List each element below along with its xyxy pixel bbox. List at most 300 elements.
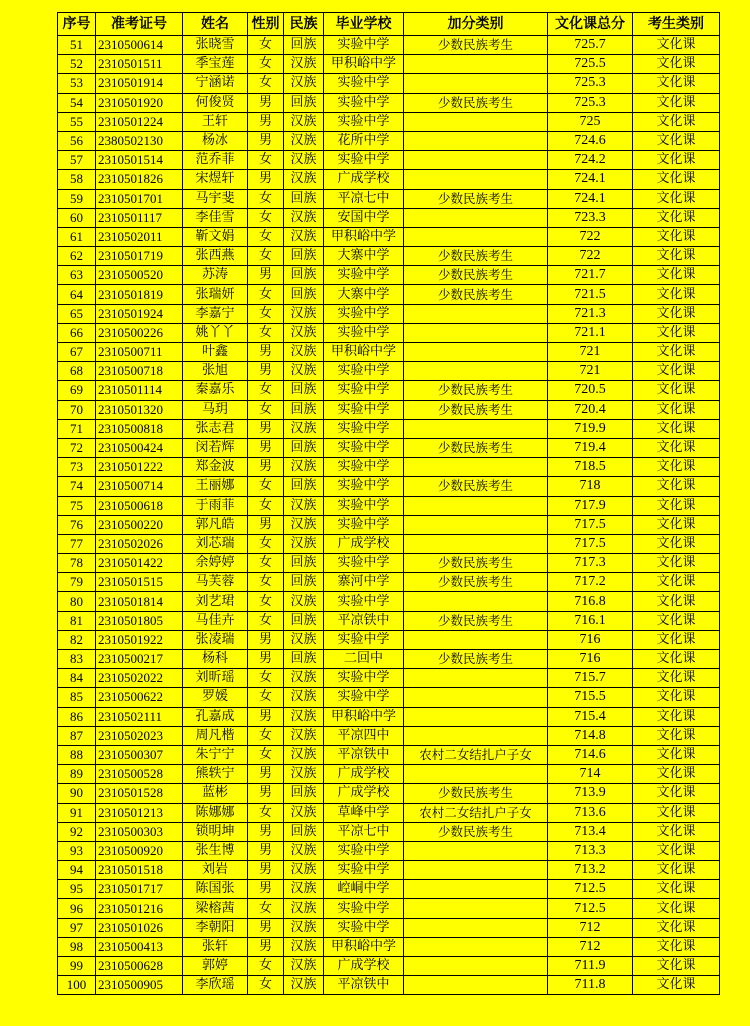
cell-category: 文化课 — [633, 745, 720, 764]
cell-exam-id: 2310502023 — [96, 726, 183, 745]
cell-score: 719.9 — [548, 419, 633, 438]
cell-school: 实验中学 — [324, 362, 404, 381]
cell-score: 719.4 — [548, 438, 633, 457]
cell-score: 725.5 — [548, 55, 633, 74]
cell-ethnicity: 汉族 — [284, 458, 324, 477]
cell-bonus: 农村二女结扎户子女 — [404, 745, 548, 764]
cell-school: 平凉七中 — [324, 822, 404, 841]
table-row — [58, 611, 720, 630]
cell-bonus: 少数民族考生 — [404, 573, 548, 592]
cell-gender: 男 — [248, 112, 284, 131]
cell-ethnicity: 汉族 — [284, 55, 324, 74]
table-row — [58, 880, 720, 899]
cell-exam-id: 2310502111 — [96, 707, 183, 726]
cell-score: 714.6 — [548, 745, 633, 764]
cell-exam-id: 2310501511 — [96, 55, 183, 74]
cell-name: 苏涛 — [183, 266, 248, 285]
table-row — [58, 822, 720, 841]
cell-school: 平凉七中 — [324, 189, 404, 208]
cell-bonus: 少数民族考生 — [404, 400, 548, 419]
cell-category: 文化课 — [633, 611, 720, 630]
cell-category: 文化课 — [633, 669, 720, 688]
cell-school: 实验中学 — [324, 841, 404, 860]
cell-ethnicity: 汉族 — [284, 880, 324, 899]
cell-exam-id: 2310501701 — [96, 189, 183, 208]
cell-exam-id: 2310500528 — [96, 765, 183, 784]
cell-bonus: 少数民族考生 — [404, 784, 548, 803]
cell-gender: 男 — [248, 438, 284, 457]
cell-bonus: 农村二女结扎户子女 — [404, 803, 548, 822]
cell-ethnicity: 汉族 — [284, 74, 324, 93]
cell-exam-id: 2310501914 — [96, 74, 183, 93]
cell-bonus — [404, 458, 548, 477]
table-row — [58, 496, 720, 515]
cell-name: 靳文娟 — [183, 227, 248, 246]
cell-score: 725.3 — [548, 93, 633, 112]
cell-score: 721 — [548, 362, 633, 381]
cell-seq: 59 — [58, 189, 96, 208]
table-row — [58, 131, 720, 150]
cell-seq: 67 — [58, 343, 96, 362]
cell-bonus: 少数民族考生 — [404, 93, 548, 112]
cell-bonus — [404, 592, 548, 611]
cell-school: 大寨中学 — [324, 247, 404, 266]
cell-ethnicity: 回族 — [284, 611, 324, 630]
cell-ethnicity: 回族 — [284, 36, 324, 55]
cell-school: 甲积峪中学 — [324, 227, 404, 246]
cell-bonus: 少数民族考生 — [404, 438, 548, 457]
cell-seq: 87 — [58, 726, 96, 745]
table-row — [58, 400, 720, 419]
cell-ethnicity: 汉族 — [284, 496, 324, 515]
cell-seq: 60 — [58, 208, 96, 227]
cell-bonus — [404, 534, 548, 553]
cell-school: 实验中学 — [324, 554, 404, 573]
cell-school: 平凉铁中 — [324, 745, 404, 764]
table-row — [58, 247, 720, 266]
cell-bonus: 少数民族考生 — [404, 381, 548, 400]
cell-seq: 52 — [58, 55, 96, 74]
cell-score: 724.1 — [548, 189, 633, 208]
cell-ethnicity: 汉族 — [284, 861, 324, 880]
cell-category: 文化课 — [633, 227, 720, 246]
cell-seq: 97 — [58, 918, 96, 937]
cell-gender: 男 — [248, 707, 284, 726]
score-table-container — [57, 12, 719, 995]
cell-gender: 女 — [248, 611, 284, 630]
cell-category: 文化课 — [633, 285, 720, 304]
cell-gender: 男 — [248, 362, 284, 381]
cell-school: 实验中学 — [324, 381, 404, 400]
cell-exam-id: 2310501422 — [96, 554, 183, 573]
cell-category: 文化课 — [633, 112, 720, 131]
cell-gender: 女 — [248, 803, 284, 822]
cell-name: 宋煜轩 — [183, 170, 248, 189]
cell-exam-id: 2310500303 — [96, 822, 183, 841]
cell-ethnicity: 汉族 — [284, 534, 324, 553]
cell-school: 广成学校 — [324, 784, 404, 803]
cell-seq: 77 — [58, 534, 96, 553]
cell-seq: 99 — [58, 957, 96, 976]
cell-ethnicity: 回族 — [284, 573, 324, 592]
cell-seq: 81 — [58, 611, 96, 630]
cell-bonus — [404, 918, 548, 937]
cell-bonus: 少数民族考生 — [404, 650, 548, 669]
cell-ethnicity: 汉族 — [284, 899, 324, 918]
cell-exam-id: 2310501826 — [96, 170, 183, 189]
cell-score: 713.3 — [548, 841, 633, 860]
cell-bonus — [404, 304, 548, 323]
cell-gender: 男 — [248, 765, 284, 784]
cell-score: 712.5 — [548, 880, 633, 899]
cell-score: 714 — [548, 765, 633, 784]
header-seq: 序号 — [58, 13, 96, 36]
cell-score: 716.8 — [548, 592, 633, 611]
cell-seq: 70 — [58, 400, 96, 419]
cell-name: 周凡楷 — [183, 726, 248, 745]
cell-name: 马芙蓉 — [183, 573, 248, 592]
cell-bonus: 少数民族考生 — [404, 36, 548, 55]
cell-school: 实验中学 — [324, 112, 404, 131]
cell-name: 张轩 — [183, 937, 248, 956]
cell-score: 713.6 — [548, 803, 633, 822]
cell-gender: 女 — [248, 573, 284, 592]
table-row — [58, 381, 720, 400]
cell-score: 720.5 — [548, 381, 633, 400]
cell-bonus — [404, 861, 548, 880]
cell-ethnicity: 回族 — [284, 247, 324, 266]
cell-name: 范乔菲 — [183, 151, 248, 170]
cell-bonus — [404, 112, 548, 131]
cell-exam-id: 2310501819 — [96, 285, 183, 304]
cell-ethnicity: 汉族 — [284, 688, 324, 707]
cell-school: 实验中学 — [324, 669, 404, 688]
cell-score: 711.8 — [548, 976, 633, 995]
cell-seq: 80 — [58, 592, 96, 611]
cell-seq: 100 — [58, 976, 96, 995]
cell-seq: 76 — [58, 515, 96, 534]
cell-exam-id: 2310502026 — [96, 534, 183, 553]
cell-gender: 男 — [248, 784, 284, 803]
table-row — [58, 745, 720, 764]
cell-category: 文化课 — [633, 131, 720, 150]
cell-ethnicity: 汉族 — [284, 765, 324, 784]
cell-school: 实验中学 — [324, 266, 404, 285]
cell-exam-id: 2310501719 — [96, 247, 183, 266]
cell-school: 实验中学 — [324, 688, 404, 707]
cell-seq: 98 — [58, 937, 96, 956]
cell-score: 722 — [548, 227, 633, 246]
cell-gender: 女 — [248, 477, 284, 496]
cell-ethnicity: 回族 — [284, 189, 324, 208]
cell-score: 714.8 — [548, 726, 633, 745]
cell-bonus — [404, 151, 548, 170]
cell-ethnicity: 汉族 — [284, 669, 324, 688]
cell-exam-id: 2310500714 — [96, 477, 183, 496]
cell-seq: 73 — [58, 458, 96, 477]
cell-exam-id: 2310501213 — [96, 803, 183, 822]
cell-ethnicity: 汉族 — [284, 745, 324, 764]
cell-ethnicity: 回族 — [284, 784, 324, 803]
cell-seq: 62 — [58, 247, 96, 266]
cell-name: 杨科 — [183, 650, 248, 669]
cell-ethnicity: 汉族 — [284, 323, 324, 342]
cell-school: 平凉四中 — [324, 726, 404, 745]
cell-ethnicity: 汉族 — [284, 131, 324, 150]
cell-bonus — [404, 323, 548, 342]
cell-school: 实验中学 — [324, 304, 404, 323]
cell-exam-id: 2310501320 — [96, 400, 183, 419]
cell-ethnicity: 汉族 — [284, 841, 324, 860]
cell-category: 文化课 — [633, 822, 720, 841]
cell-school: 实验中学 — [324, 861, 404, 880]
cell-score: 712 — [548, 918, 633, 937]
table-row — [58, 285, 720, 304]
cell-name: 刘芯瑞 — [183, 534, 248, 553]
score-table — [57, 12, 720, 995]
cell-name: 陈国张 — [183, 880, 248, 899]
cell-exam-id: 2310500818 — [96, 419, 183, 438]
cell-bonus — [404, 688, 548, 707]
cell-exam-id: 2310501515 — [96, 573, 183, 592]
cell-name: 李朝阳 — [183, 918, 248, 937]
cell-bonus — [404, 362, 548, 381]
table-row — [58, 650, 720, 669]
cell-bonus: 少数民族考生 — [404, 477, 548, 496]
cell-ethnicity: 回族 — [284, 400, 324, 419]
cell-ethnicity: 回族 — [284, 93, 324, 112]
cell-gender: 女 — [248, 554, 284, 573]
cell-name: 宁涵诺 — [183, 74, 248, 93]
cell-exam-id: 2310500307 — [96, 745, 183, 764]
cell-seq: 65 — [58, 304, 96, 323]
cell-category: 文化课 — [633, 937, 720, 956]
cell-seq: 61 — [58, 227, 96, 246]
cell-school: 实验中学 — [324, 36, 404, 55]
cell-exam-id: 2310501814 — [96, 592, 183, 611]
header-ethnicity: 民族 — [284, 13, 324, 36]
cell-exam-id: 2310500920 — [96, 841, 183, 860]
cell-ethnicity: 回族 — [284, 650, 324, 669]
cell-seq: 79 — [58, 573, 96, 592]
cell-category: 文化课 — [633, 515, 720, 534]
cell-name: 熊轶宁 — [183, 765, 248, 784]
cell-ethnicity: 汉族 — [284, 362, 324, 381]
cell-exam-id: 2310502011 — [96, 227, 183, 246]
cell-ethnicity: 汉族 — [284, 208, 324, 227]
cell-school: 实验中学 — [324, 419, 404, 438]
cell-seq: 82 — [58, 630, 96, 649]
cell-bonus — [404, 669, 548, 688]
table-row — [58, 151, 720, 170]
table-row — [58, 861, 720, 880]
cell-name: 王丽娜 — [183, 477, 248, 496]
cell-name: 刘昕瑶 — [183, 669, 248, 688]
cell-ethnicity: 汉族 — [284, 592, 324, 611]
cell-seq: 53 — [58, 74, 96, 93]
cell-school: 寨河中学 — [324, 573, 404, 592]
cell-score: 720.4 — [548, 400, 633, 419]
cell-school: 广成学校 — [324, 534, 404, 553]
table-row — [58, 93, 720, 112]
cell-exam-id: 2310500614 — [96, 36, 183, 55]
cell-bonus: 少数民族考生 — [404, 554, 548, 573]
table-row — [58, 937, 720, 956]
cell-score: 717.2 — [548, 573, 633, 592]
cell-score: 721.7 — [548, 266, 633, 285]
cell-exam-id: 2310501114 — [96, 381, 183, 400]
cell-exam-id: 2310502022 — [96, 669, 183, 688]
cell-category: 文化课 — [633, 343, 720, 362]
cell-school: 实验中学 — [324, 592, 404, 611]
cell-bonus — [404, 765, 548, 784]
cell-ethnicity: 回族 — [284, 477, 324, 496]
cell-exam-id: 2310501717 — [96, 880, 183, 899]
cell-name: 刘艺珺 — [183, 592, 248, 611]
cell-name: 张瑞妍 — [183, 285, 248, 304]
header-gender: 性别 — [248, 13, 284, 36]
cell-bonus: 少数民族考生 — [404, 611, 548, 630]
cell-gender: 男 — [248, 880, 284, 899]
table-row — [58, 784, 720, 803]
cell-exam-id: 2310500424 — [96, 438, 183, 457]
cell-exam-id: 2310501528 — [96, 784, 183, 803]
cell-exam-id: 2310500618 — [96, 496, 183, 515]
cell-seq: 69 — [58, 381, 96, 400]
cell-gender: 女 — [248, 957, 284, 976]
cell-gender: 女 — [248, 323, 284, 342]
cell-seq: 83 — [58, 650, 96, 669]
cell-gender: 女 — [248, 669, 284, 688]
cell-gender: 女 — [248, 899, 284, 918]
cell-ethnicity: 回族 — [284, 381, 324, 400]
cell-school: 实验中学 — [324, 630, 404, 649]
cell-seq: 71 — [58, 419, 96, 438]
table-row — [58, 707, 720, 726]
cell-name: 叶鑫 — [183, 343, 248, 362]
cell-school: 草峰中学 — [324, 803, 404, 822]
table-row — [58, 438, 720, 457]
cell-category: 文化课 — [633, 630, 720, 649]
cell-exam-id: 2310500718 — [96, 362, 183, 381]
cell-exam-id: 2310500628 — [96, 957, 183, 976]
cell-score: 711.9 — [548, 957, 633, 976]
cell-seq: 72 — [58, 438, 96, 457]
table-row — [58, 841, 720, 860]
table-row — [58, 918, 720, 937]
cell-category: 文化课 — [633, 189, 720, 208]
table-row — [58, 208, 720, 227]
cell-seq: 64 — [58, 285, 96, 304]
cell-name: 李嘉宁 — [183, 304, 248, 323]
cell-bonus — [404, 899, 548, 918]
cell-ethnicity: 回族 — [284, 554, 324, 573]
cell-score: 717.3 — [548, 554, 633, 573]
cell-category: 文化课 — [633, 803, 720, 822]
cell-score: 724.1 — [548, 170, 633, 189]
cell-gender: 女 — [248, 592, 284, 611]
cell-name: 孔嘉成 — [183, 707, 248, 726]
cell-seq: 58 — [58, 170, 96, 189]
cell-ethnicity: 汉族 — [284, 515, 324, 534]
cell-seq: 89 — [58, 765, 96, 784]
cell-gender: 男 — [248, 630, 284, 649]
table-row — [58, 36, 720, 55]
cell-category: 文化课 — [633, 208, 720, 227]
cell-bonus — [404, 880, 548, 899]
cell-category: 文化课 — [633, 170, 720, 189]
cell-seq: 85 — [58, 688, 96, 707]
cell-bonus — [404, 707, 548, 726]
table-body — [58, 36, 720, 995]
cell-seq: 84 — [58, 669, 96, 688]
cell-name: 张晓雪 — [183, 36, 248, 55]
cell-gender: 男 — [248, 419, 284, 438]
cell-name: 刘岩 — [183, 861, 248, 880]
cell-name: 姚丫丫 — [183, 323, 248, 342]
cell-name: 张凌瑞 — [183, 630, 248, 649]
cell-gender: 女 — [248, 726, 284, 745]
cell-score: 715.7 — [548, 669, 633, 688]
cell-category: 文化课 — [633, 247, 720, 266]
cell-name: 何俊贤 — [183, 93, 248, 112]
cell-school: 实验中学 — [324, 458, 404, 477]
cell-name: 张志君 — [183, 419, 248, 438]
cell-name: 王轩 — [183, 112, 248, 131]
cell-score: 721 — [548, 343, 633, 362]
cell-ethnicity: 汉族 — [284, 803, 324, 822]
cell-seq: 91 — [58, 803, 96, 822]
cell-category: 文化课 — [633, 151, 720, 170]
cell-seq: 55 — [58, 112, 96, 131]
cell-exam-id: 2310500905 — [96, 976, 183, 995]
table-row — [58, 803, 720, 822]
cell-ethnicity: 汉族 — [284, 630, 324, 649]
cell-bonus: 少数民族考生 — [404, 189, 548, 208]
cell-gender: 女 — [248, 688, 284, 707]
cell-score: 722 — [548, 247, 633, 266]
cell-exam-id: 2310500520 — [96, 266, 183, 285]
cell-category: 文化课 — [633, 458, 720, 477]
cell-school: 实验中学 — [324, 918, 404, 937]
cell-name: 李佳雪 — [183, 208, 248, 227]
cell-bonus: 少数民族考生 — [404, 285, 548, 304]
cell-ethnicity: 汉族 — [284, 151, 324, 170]
table-row — [58, 976, 720, 995]
table-row — [58, 726, 720, 745]
cell-exam-id: 2310501026 — [96, 918, 183, 937]
cell-school: 崆峒中学 — [324, 880, 404, 899]
cell-score: 725.3 — [548, 74, 633, 93]
cell-category: 文化课 — [633, 707, 720, 726]
cell-category: 文化课 — [633, 726, 720, 745]
cell-name: 秦嘉乐 — [183, 381, 248, 400]
cell-gender: 女 — [248, 55, 284, 74]
cell-category: 文化课 — [633, 419, 720, 438]
cell-category: 文化课 — [633, 438, 720, 457]
cell-category: 文化课 — [633, 784, 720, 803]
cell-ethnicity: 汉族 — [284, 726, 324, 745]
cell-exam-id: 2310501117 — [96, 208, 183, 227]
cell-bonus — [404, 227, 548, 246]
cell-school: 安国中学 — [324, 208, 404, 227]
cell-name: 朱宁宁 — [183, 745, 248, 764]
cell-school: 实验中学 — [324, 496, 404, 515]
cell-gender: 女 — [248, 534, 284, 553]
cell-bonus — [404, 208, 548, 227]
cell-score: 717.9 — [548, 496, 633, 515]
cell-category: 文化课 — [633, 477, 720, 496]
